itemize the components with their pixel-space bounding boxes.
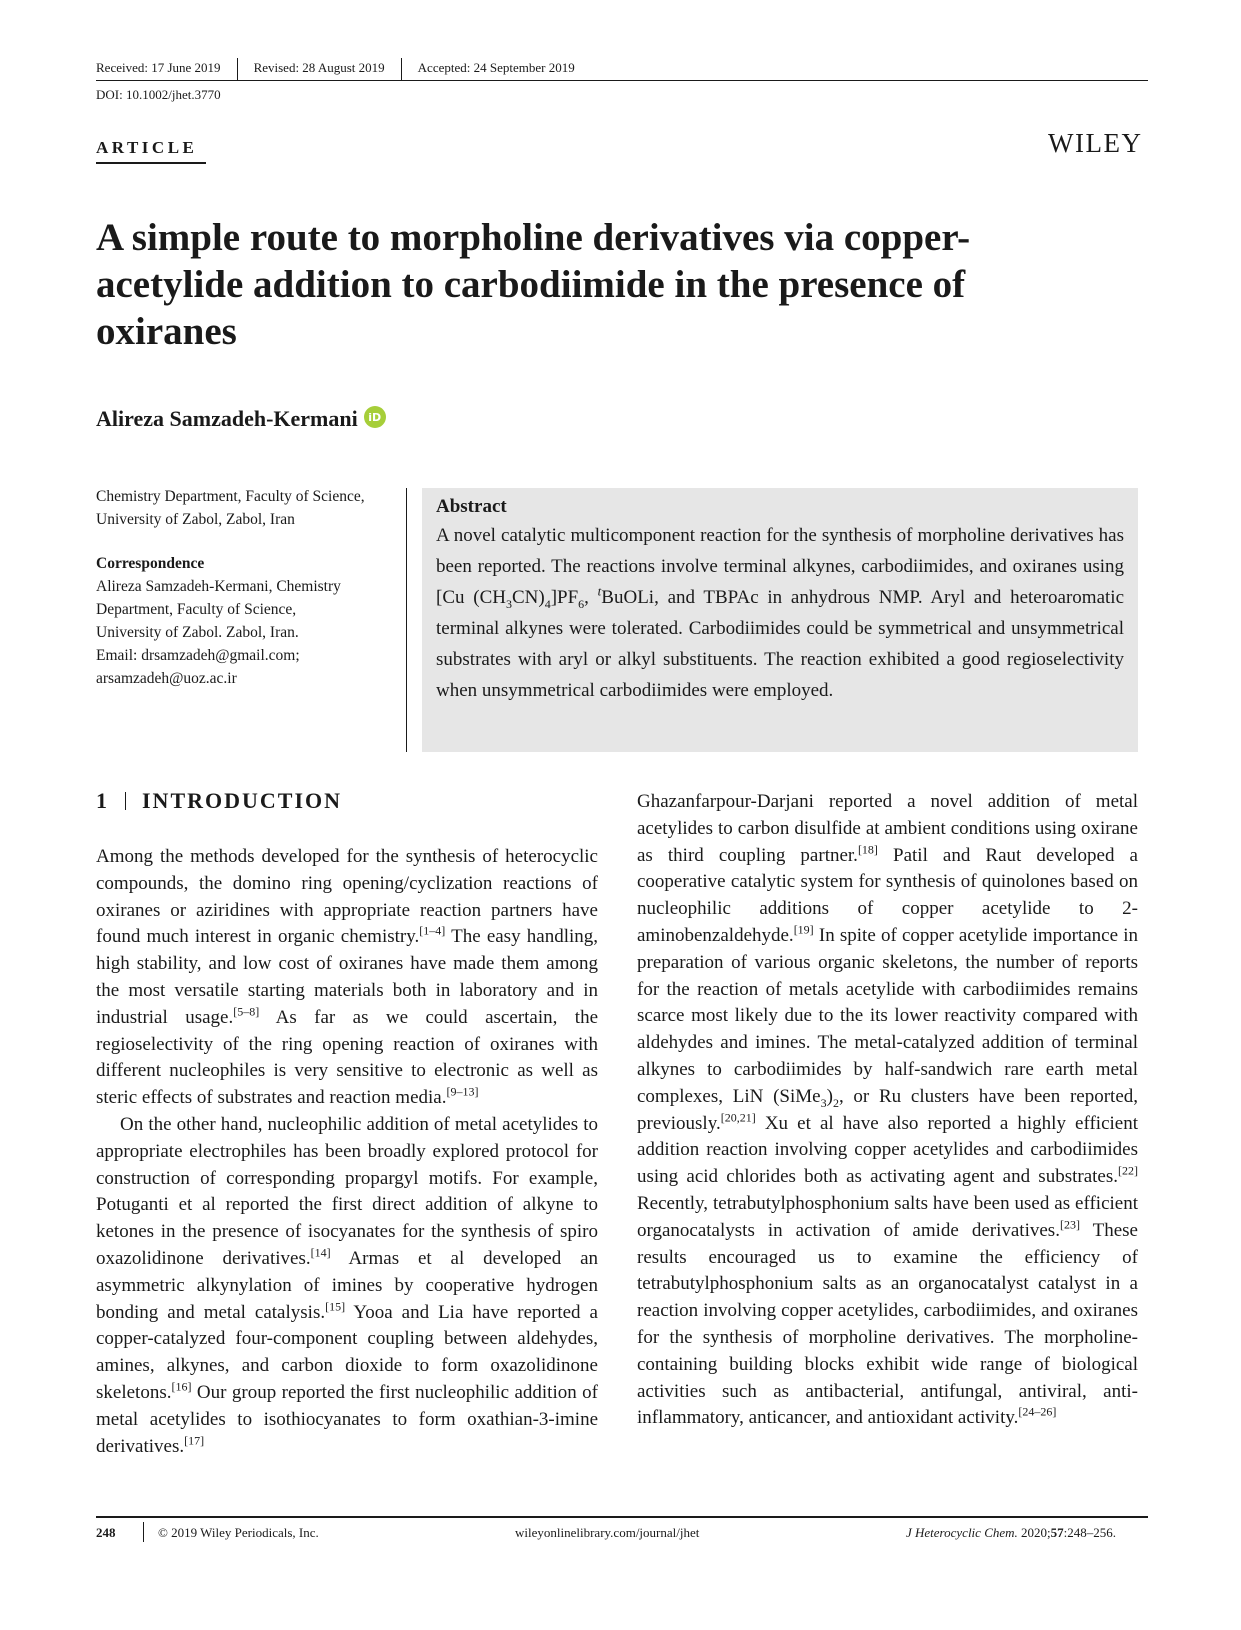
- publisher-logo: WILEY: [1048, 128, 1143, 158]
- citation[interactable]: [16]: [171, 1379, 192, 1394]
- abstract-heading: Abstract: [436, 496, 507, 517]
- citation[interactable]: [9–13]: [446, 1084, 479, 1099]
- citation[interactable]: [23]: [1059, 1217, 1080, 1232]
- citation[interactable]: [5–8]: [233, 1004, 260, 1019]
- section-title: INTRODUCTION: [142, 788, 343, 813]
- footer-divider: [143, 1522, 144, 1542]
- body-column-right: [637, 789, 1138, 1432]
- affiliation: Chemistry Department, Faculty of Science, University of Zabol, Zabol, Iran: [96, 488, 365, 528]
- header-rule: [96, 80, 1148, 81]
- revised-date: Revised: 28 August 2019: [253, 59, 385, 75]
- author: [96, 406, 386, 432]
- citation[interactable]: [17]: [184, 1433, 205, 1448]
- citation[interactable]: [15]: [325, 1299, 346, 1314]
- body-column-left: [96, 844, 598, 1460]
- footer-rule: [96, 1516, 1148, 1518]
- journal-url[interactable]: wileyonlinelibrary.com/journal/jhet: [515, 1525, 700, 1540]
- paragraph: On the other hand, nucleophilic addition of metal acetylides to appropriate electrophiles has been broadly explored protocol for construction of corresponding propargyl motifs. For example, Potuganti et al reported the first direct addition of alkyne to ketones in the presence of isocyanates for the synthesis of spiro oxazolidinone derivatives.[14] Armas et al developed an asymmetric alkynylation of imines by cooperative hydrogen bonding and metal catalysis.[15] Yooa and Lia have reported a copper-catalyzed four-component coupling between aldehydes, amines, alkynes, and carbon dioxide to form oxazolidinone skeletons.[16] Our group reported the first nucleophilic addition of metal acetylides to isothiocyanates to form oxathian-3-imine derivatives.[17]: [96, 1113, 599, 1457]
- author-name: Alireza Samzadeh-Kermani: [96, 406, 358, 431]
- correspondence-line: Department, Faculty of Science,: [96, 601, 297, 618]
- article-type-label: ARTICLE: [96, 138, 198, 157]
- citation[interactable]: [19]: [793, 922, 814, 937]
- citation[interactable]: [14]: [310, 1245, 331, 1260]
- journal-citation: J Heterocyclic Chem. 2020;57:248–256.: [906, 1525, 1117, 1540]
- divider: [237, 58, 238, 80]
- column-divider: [406, 488, 407, 752]
- correspondence-heading: Correspondence: [96, 555, 205, 572]
- section-heading: [96, 788, 342, 814]
- correspondence-email[interactable]: arsamzadeh@uoz.ac.ir: [96, 670, 237, 687]
- received-date: Received: 17 June 2019: [96, 59, 221, 75]
- doi[interactable]: DOI: 10.1002/jhet.3770: [96, 87, 221, 102]
- divider: [401, 58, 402, 80]
- copyright: © 2019 Wiley Periodicals, Inc.: [158, 1525, 319, 1540]
- accepted-date: Accepted: 24 September 2019: [417, 59, 575, 75]
- citation[interactable]: [20,21]: [720, 1110, 756, 1125]
- correspondence-email[interactable]: Email: drsamzadeh@gmail.com;: [96, 647, 300, 664]
- citation[interactable]: [1–4]: [419, 924, 446, 939]
- citation[interactable]: [24–26]: [1018, 1405, 1057, 1419]
- citation[interactable]: [22]: [1118, 1163, 1138, 1178]
- citation[interactable]: [18]: [857, 842, 878, 857]
- abstract-text: A novel catalytic multicomponent reaction for the synthesis of morpholine derivatives has been reported. The reactions involve terminal alkynes, carbodiimides, and oxiranes using [Cu $(CH_3CN)_4]PF_6$, $^t$BuOLi, and TBPAc in anhydrous NMP. Aryl and heteroaromatic terminal alkynes were tolerated. Carbodiimides could be symmetrical and unsymmetrical substrates with aryl or alkyl substituents. The reaction exhibited a good regioselectivity when unsymmetrical carbodiimides were employed.: [436, 525, 1125, 701]
- affiliation-block: [96, 485, 396, 690]
- correspondence-line: Alireza Samzadeh-Kermani, Chemistry: [96, 578, 341, 595]
- publication-dates: [96, 58, 1148, 80]
- article-title: A simple route to morpholine derivatives via copper-acetylide addition to carbodiimide in the presence of oxiranes: [96, 216, 971, 353]
- paragraph: Ghazanfarpour-Darjani reported a novel addition of metal acetylides to carbon disulfide at ambient conditions using oxirane as third coupling partner.[18] Patil and Raut developed a cooperative catalytic system for synthesis of quinolones based on nucleophilic additions of copper acetylide to 2-aminobenzaldehyde.[19] In spite of copper acetylide importance in preparation of various organic skeletons, the number of reports for the reaction of metals acetylide with carbodiimides remains scarce most likely due to the its lower reactivity compared with aldehydes and imines. The metal-catalyzed addition of terminal alkynes to carbodiimides by half-sandwich rare earth metal complexes, LiN $(SiMe_3)_2$, or Ru clusters have been reported, previously.[20,21] Xu et al have also reported a highly efficient addition reaction involving copper acetylides and carbodiimides using acid chlorides both as activating agent and substrates.[22] Recently, tetrabutylphosphonium salts have been used as efficient organocatalysts in activation of amide derivatives.[23] These results encouraged us to examine the efficiency of tetrabutylphosphonium salts as an organocatalyst catalyst in a reaction involving copper acetylides, carbodiimides, and oxiranes for the synthesis of morpholine derivatives. The morpholine-containing building blocks exhibit wide range of biological activities such as antibacterial, antifungal, antiviral, anti-inflammatory, anticancer, and antioxidant activity.[24–26]: [637, 791, 1138, 1429]
- article-type-underline: [96, 162, 206, 164]
- section-divider: [125, 792, 126, 810]
- section-number: 1: [96, 788, 109, 813]
- abstract-box: [422, 488, 1138, 752]
- orcid-icon[interactable]: iD: [364, 406, 386, 428]
- page-number: 248: [96, 1525, 116, 1540]
- correspondence-line: University of Zabol. Zabol, Iran.: [96, 624, 299, 641]
- paragraph: Among the methods developed for the synthesis of heterocyclic compounds, the domino ring opening/cyclization reactions of oxiranes or aziridines with appropriate reaction partners have found much interest in organic chemistry.[1–4] The easy handling, high stability, and low cost of oxiranes have made them among the most versatile starting materials both in laboratory and in industrial usage.[5–8] As far as we could ascertain, the regioselectivity of the ring opening reaction of oxiranes with different nucleophiles is very sensitive to electronic as well as steric effects of substrates and reaction media.[9–13]: [96, 846, 599, 1109]
